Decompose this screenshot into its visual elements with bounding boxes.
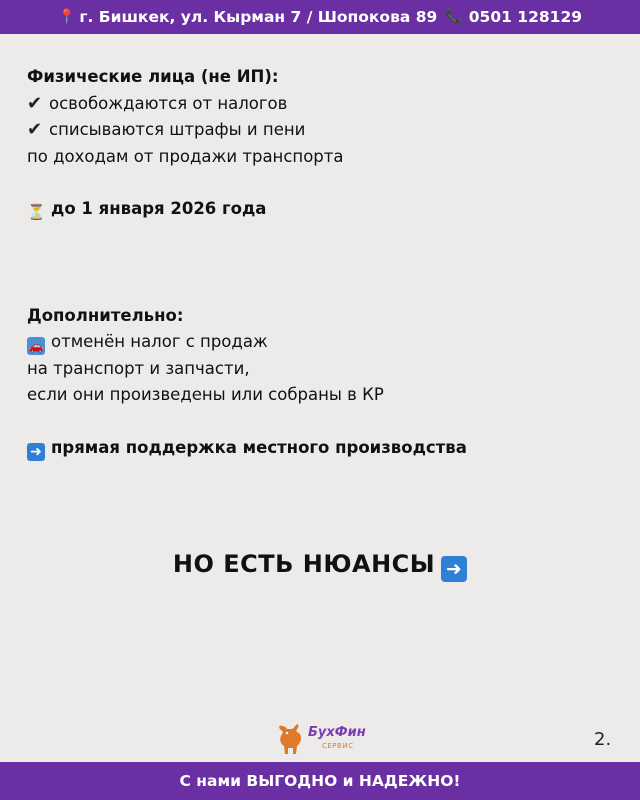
page-number: 2. xyxy=(594,729,612,750)
section2-line: на транспорт и запчасти, xyxy=(27,358,250,378)
section2-line: 🚗 отменён налог с продаж xyxy=(28,332,268,353)
map-pin-icon: 📍 xyxy=(57,9,76,25)
brand-logo xyxy=(276,722,370,760)
right-arrow-icon: ➜ xyxy=(27,443,45,461)
cta-heading: НО ЕСТЬ НЮАНСЫ ➜ xyxy=(0,550,640,582)
logo-subtitle: СЕРВИС xyxy=(322,742,354,750)
list-item: ✔ списываются штрафы и пени xyxy=(27,117,617,144)
section2-line: если они произведены или собраны в КР xyxy=(27,385,384,404)
car-icon: 🚗 xyxy=(28,339,44,353)
deadline: ⏳ до 1 января 2026 года xyxy=(27,199,267,221)
check-icon: ✔ xyxy=(27,119,43,140)
section1-title: Физические лица (не ИП): xyxy=(27,67,279,86)
phone-text: 0501 128129 xyxy=(468,8,583,26)
footer-slogan: С нами ВЫГОДНО и НАДЕЖНО! xyxy=(179,772,461,790)
hourglass-icon: ⏳ xyxy=(27,203,46,221)
logo-name: БухФин xyxy=(308,725,366,740)
list-item: ✔ освобождаются от налогов xyxy=(27,91,617,118)
support-line: ➜ прямая поддержка местного производства xyxy=(27,435,617,462)
address-text: г. Бишкек, ул. Кырман 7 / Шопокова 89 xyxy=(79,8,438,26)
check-icon: ✔ xyxy=(27,92,43,114)
right-arrow-icon: ➜ xyxy=(441,556,467,582)
section2-title: Дополнительно: xyxy=(27,305,184,325)
footer-bar xyxy=(0,762,640,800)
goat-icon xyxy=(276,722,304,756)
main-content xyxy=(27,64,617,461)
contact-bar xyxy=(0,0,640,34)
section1-note: по доходам от продажи транспорта xyxy=(27,146,344,166)
phone-icon: 📞 xyxy=(445,9,463,25)
